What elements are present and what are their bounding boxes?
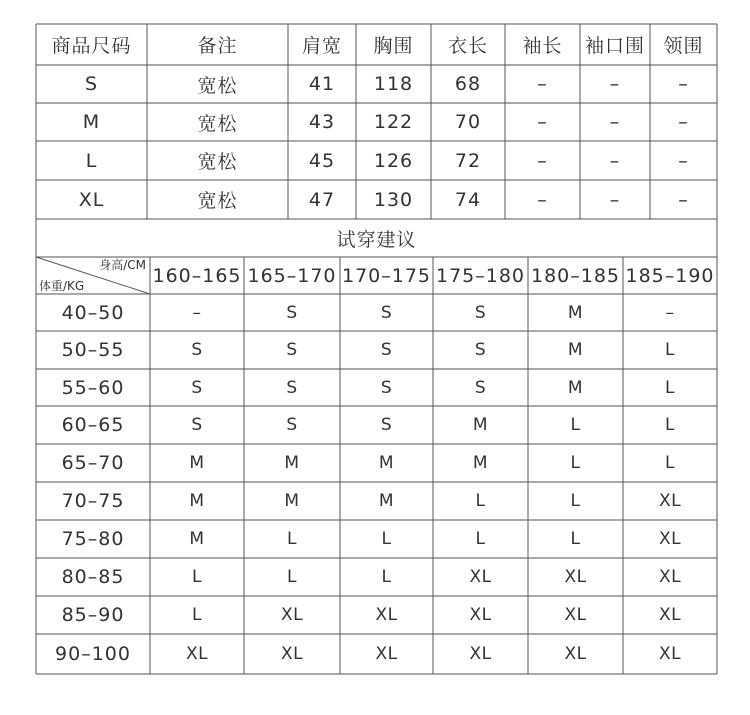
suggested-size-cell: M <box>284 453 300 473</box>
suggested-size-cell: L <box>381 529 392 549</box>
suggested-size-cell: L <box>665 340 675 360</box>
suggested-size-cell: M <box>189 529 205 549</box>
size-column-header: 袖口围 <box>584 35 645 57</box>
weight-range-label: 75–80 <box>61 528 125 550</box>
suggested-size-cell: S <box>191 377 203 398</box>
suggested-size-cell: S <box>474 377 487 398</box>
size-table-cell: – <box>609 149 621 172</box>
suggested-size-cell: S <box>191 415 203 435</box>
size-table-cell: 47 <box>308 188 336 211</box>
size-table-cell: 宽松 <box>197 112 238 135</box>
suggested-size-cell: S <box>286 302 298 323</box>
size-table-cell: – <box>609 188 621 211</box>
size-column-header: 领围 <box>663 35 704 57</box>
size-column-header: 衣长 <box>447 35 488 57</box>
weight-range-label: 50–55 <box>61 339 125 361</box>
suggested-size-cell: – <box>192 302 202 323</box>
size-table-cell: – <box>609 111 621 133</box>
suggested-size-cell: L <box>287 529 297 549</box>
suggested-size-cell: M <box>567 302 584 323</box>
suggested-size-cell: XL <box>564 567 587 587</box>
size-table-cell: – <box>609 73 621 95</box>
height-range-header-cell: 170–175 <box>341 264 432 287</box>
size-table-cell: 41 <box>308 73 336 95</box>
suggested-size-cell: XL <box>469 644 492 664</box>
height-range-header-cell: 180–185 <box>530 264 621 287</box>
weight-range-label: 90–100 <box>55 643 131 665</box>
size-table-cell: 宽松 <box>197 190 238 212</box>
suggested-size-cell: L <box>570 491 581 511</box>
suggested-size-cell: L <box>381 567 392 587</box>
suggested-size-cell: M <box>472 415 489 435</box>
suggested-size-cell: XL <box>375 605 398 625</box>
suggested-size-cell: M <box>284 491 300 511</box>
suggested-size-cell: S <box>380 377 393 398</box>
weight-range-label: 70–75 <box>61 490 125 512</box>
suggested-size-cell: XL <box>280 605 304 625</box>
suggested-size-cell: M <box>567 377 584 398</box>
size-row-label: XL <box>78 188 105 211</box>
size-table-cell: – <box>537 73 548 95</box>
size-table-cell: 宽松 <box>197 74 238 97</box>
suggested-size-cell: S <box>380 302 393 323</box>
suggested-size-cell: XL <box>564 644 587 664</box>
size-table-cell: – <box>678 188 689 211</box>
size-table-cell: – <box>678 73 689 95</box>
suggested-size-cell: S <box>286 377 298 398</box>
size-table-cell: 126 <box>373 149 414 172</box>
size-table-cell: – <box>678 149 689 172</box>
suggested-size-cell: S <box>286 415 298 435</box>
size-table-cell: 70 <box>454 111 482 133</box>
fitting-suggestion-title: 试穿建议 <box>336 228 417 251</box>
size-row-label: S <box>84 73 99 95</box>
suggested-size-cell: XL <box>658 644 682 664</box>
suggested-size-cell: M <box>189 491 205 511</box>
size-table-cell: – <box>537 188 548 211</box>
height-range-header-cell: 165–170 <box>247 264 337 287</box>
suggested-size-cell: L <box>192 567 202 587</box>
size-table-cell: 74 <box>454 188 482 211</box>
suggested-size-cell: L <box>475 491 486 511</box>
suggested-size-cell: M <box>472 453 489 473</box>
corner-height-label: 身高/CM <box>99 258 146 272</box>
size-table-cell: 宽松 <box>197 151 238 173</box>
suggested-size-cell: M <box>378 491 395 511</box>
suggested-size-cell: XL <box>658 529 682 549</box>
suggested-size-cell: S <box>191 340 203 360</box>
size-column-header: 袖长 <box>522 35 563 57</box>
size-table-cell: – <box>678 111 689 133</box>
size-table-cell: 118 <box>373 73 414 95</box>
size-table-cell: – <box>537 149 548 172</box>
suggested-size-cell: M <box>567 340 584 360</box>
suggested-size-cell: L <box>475 529 486 549</box>
suggested-size-cell: L <box>570 453 581 473</box>
suggested-size-cell: XL <box>375 644 398 664</box>
height-range-header-cell: 185–190 <box>625 264 715 287</box>
suggested-size-cell: L <box>665 377 675 398</box>
suggested-size-cell: XL <box>280 644 304 664</box>
suggested-size-cell: S <box>380 340 393 360</box>
size-table-cell: 45 <box>308 149 336 172</box>
weight-range-label: 60–65 <box>61 414 125 436</box>
size-table-cell: 43 <box>308 111 336 133</box>
suggested-size-cell: M <box>189 453 205 473</box>
suggested-size-cell: XL <box>469 567 492 587</box>
suggested-size-cell: XL <box>658 605 682 625</box>
suggested-size-cell: XL <box>469 605 492 625</box>
size-column-header: 胸围 <box>373 35 414 57</box>
size-column-header: 备注 <box>197 35 238 57</box>
suggested-size-cell: – <box>665 302 675 323</box>
size-table-cell: 130 <box>373 188 414 211</box>
suggested-size-cell: XL <box>658 567 682 587</box>
size-row-label: L <box>85 149 98 172</box>
suggested-size-cell: S <box>380 415 393 435</box>
weight-range-label: 40–50 <box>61 301 125 324</box>
size-table-cell: 68 <box>454 73 482 95</box>
weight-range-label: 65–70 <box>61 452 125 474</box>
size-column-header: 肩宽 <box>301 35 342 57</box>
suggested-size-cell: S <box>474 340 487 360</box>
suggested-size-cell: XL <box>564 605 587 625</box>
weight-range-label: 85–90 <box>61 604 125 626</box>
suggested-size-cell: L <box>192 605 202 625</box>
size-row-label: M <box>82 111 101 133</box>
size-table-cell: 72 <box>454 149 482 172</box>
size-table-cell: – <box>537 111 548 133</box>
suggested-size-cell: L <box>665 415 675 435</box>
weight-range-label: 80–85 <box>61 566 125 588</box>
suggested-size-cell: S <box>474 302 487 323</box>
height-range-header-cell: 175–180 <box>435 264 526 287</box>
suggested-size-cell: L <box>287 567 297 587</box>
size-column-header: 商品尺码 <box>51 35 132 57</box>
size-table-cell: 122 <box>373 111 414 133</box>
height-range-header-cell: 160–165 <box>152 264 242 287</box>
suggested-size-cell: XL <box>185 644 209 664</box>
suggested-size-cell: M <box>378 453 395 473</box>
suggested-size-cell: L <box>570 415 581 435</box>
weight-range-label: 55–60 <box>61 376 125 399</box>
suggested-size-cell: XL <box>658 491 682 511</box>
corner-weight-label: 体重/KG <box>39 279 85 293</box>
suggested-size-cell: S <box>286 340 298 360</box>
suggested-size-cell: L <box>665 453 675 473</box>
suggested-size-cell: L <box>570 529 581 549</box>
